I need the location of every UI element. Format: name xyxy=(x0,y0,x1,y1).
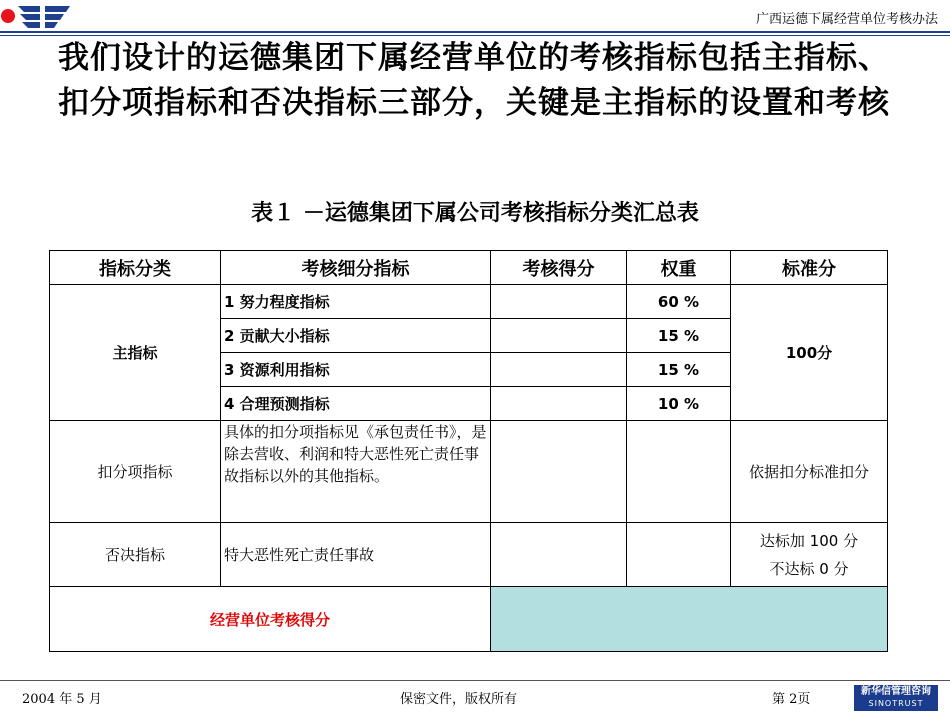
veto-standard-cell xyxy=(731,523,888,587)
score-cell xyxy=(491,387,627,421)
deduction-detail-cell: 具体的扣分项指标见《承包责任书》，是除去营收、利润和特大恶性死亡责任事故指标以外的其他指标。 xyxy=(221,421,491,523)
table-row xyxy=(50,523,888,587)
main-category-cell: 主指标 xyxy=(50,285,221,421)
veto-category-cell: 否决指标 xyxy=(50,523,221,587)
main-item-4: 4 合理预测指标 xyxy=(221,387,491,421)
score-cell xyxy=(491,353,627,387)
footer-divider xyxy=(0,680,950,681)
page-number: 第 2页 xyxy=(772,692,811,707)
col-header-category: 指标分类 xyxy=(50,251,221,285)
header-divider xyxy=(0,31,950,33)
main-item-3: 3 资源利用指标 xyxy=(221,353,491,387)
weight-2: 15 % xyxy=(627,319,731,353)
headline: 我们设计的运德集团下属经营单位的考核指标包括主指标、扣分项指标和否决指标三部分，关键是主指标的设置和考核 xyxy=(58,40,890,121)
total-label: 经营单位考核得分 xyxy=(50,587,491,652)
main-item-2: 2 贡献大小指标 xyxy=(221,319,491,353)
assessment-table xyxy=(49,250,888,652)
table-row xyxy=(50,285,888,319)
weight-cell xyxy=(627,421,731,523)
weight-3: 15 % xyxy=(627,353,731,387)
weight-cell xyxy=(627,523,731,587)
footer-date: 2004 年 5 月 xyxy=(22,692,102,707)
header-title: 广西运德下属经营单位考核办法 xyxy=(755,12,938,27)
total-score-cell xyxy=(491,587,888,652)
table-header-row xyxy=(50,251,888,285)
main-item-1: 1 努力程度指标 xyxy=(221,285,491,319)
brand-name-en: SINOTRUST xyxy=(868,699,924,708)
col-header-standard: 标准分 xyxy=(731,251,888,285)
col-header-detail: 考核细分指标 xyxy=(221,251,491,285)
col-header-weight: 权重 xyxy=(627,251,731,285)
footer-confidential: 保密文件，版权所有 xyxy=(400,692,518,707)
brand-logo xyxy=(854,685,938,711)
score-cell xyxy=(491,319,627,353)
weight-1: 60 % xyxy=(627,285,731,319)
veto-standard-line1: 达标加 100 分 xyxy=(759,531,859,550)
table-row xyxy=(50,421,888,523)
score-cell xyxy=(491,523,627,587)
deduction-category-cell: 扣分项指标 xyxy=(50,421,221,523)
table-caption: 表１ －运德集团下属公司考核指标分类汇总表 xyxy=(251,201,699,226)
veto-standard-line2: 不达标 0 分 xyxy=(769,559,849,578)
col-header-score: 考核得分 xyxy=(491,251,627,285)
total-row xyxy=(50,587,888,652)
score-cell xyxy=(491,421,627,523)
veto-detail-cell: 特大恶性死亡责任事故 xyxy=(221,523,491,587)
deduction-standard-cell: 依据扣分标准扣分 xyxy=(731,421,888,523)
weight-4: 10 % xyxy=(627,387,731,421)
score-cell xyxy=(491,285,627,319)
main-standard-cell: 100分 xyxy=(731,285,888,421)
company-logo xyxy=(0,0,78,34)
brand-name-cn: 新华信管理咨询 xyxy=(861,686,931,697)
